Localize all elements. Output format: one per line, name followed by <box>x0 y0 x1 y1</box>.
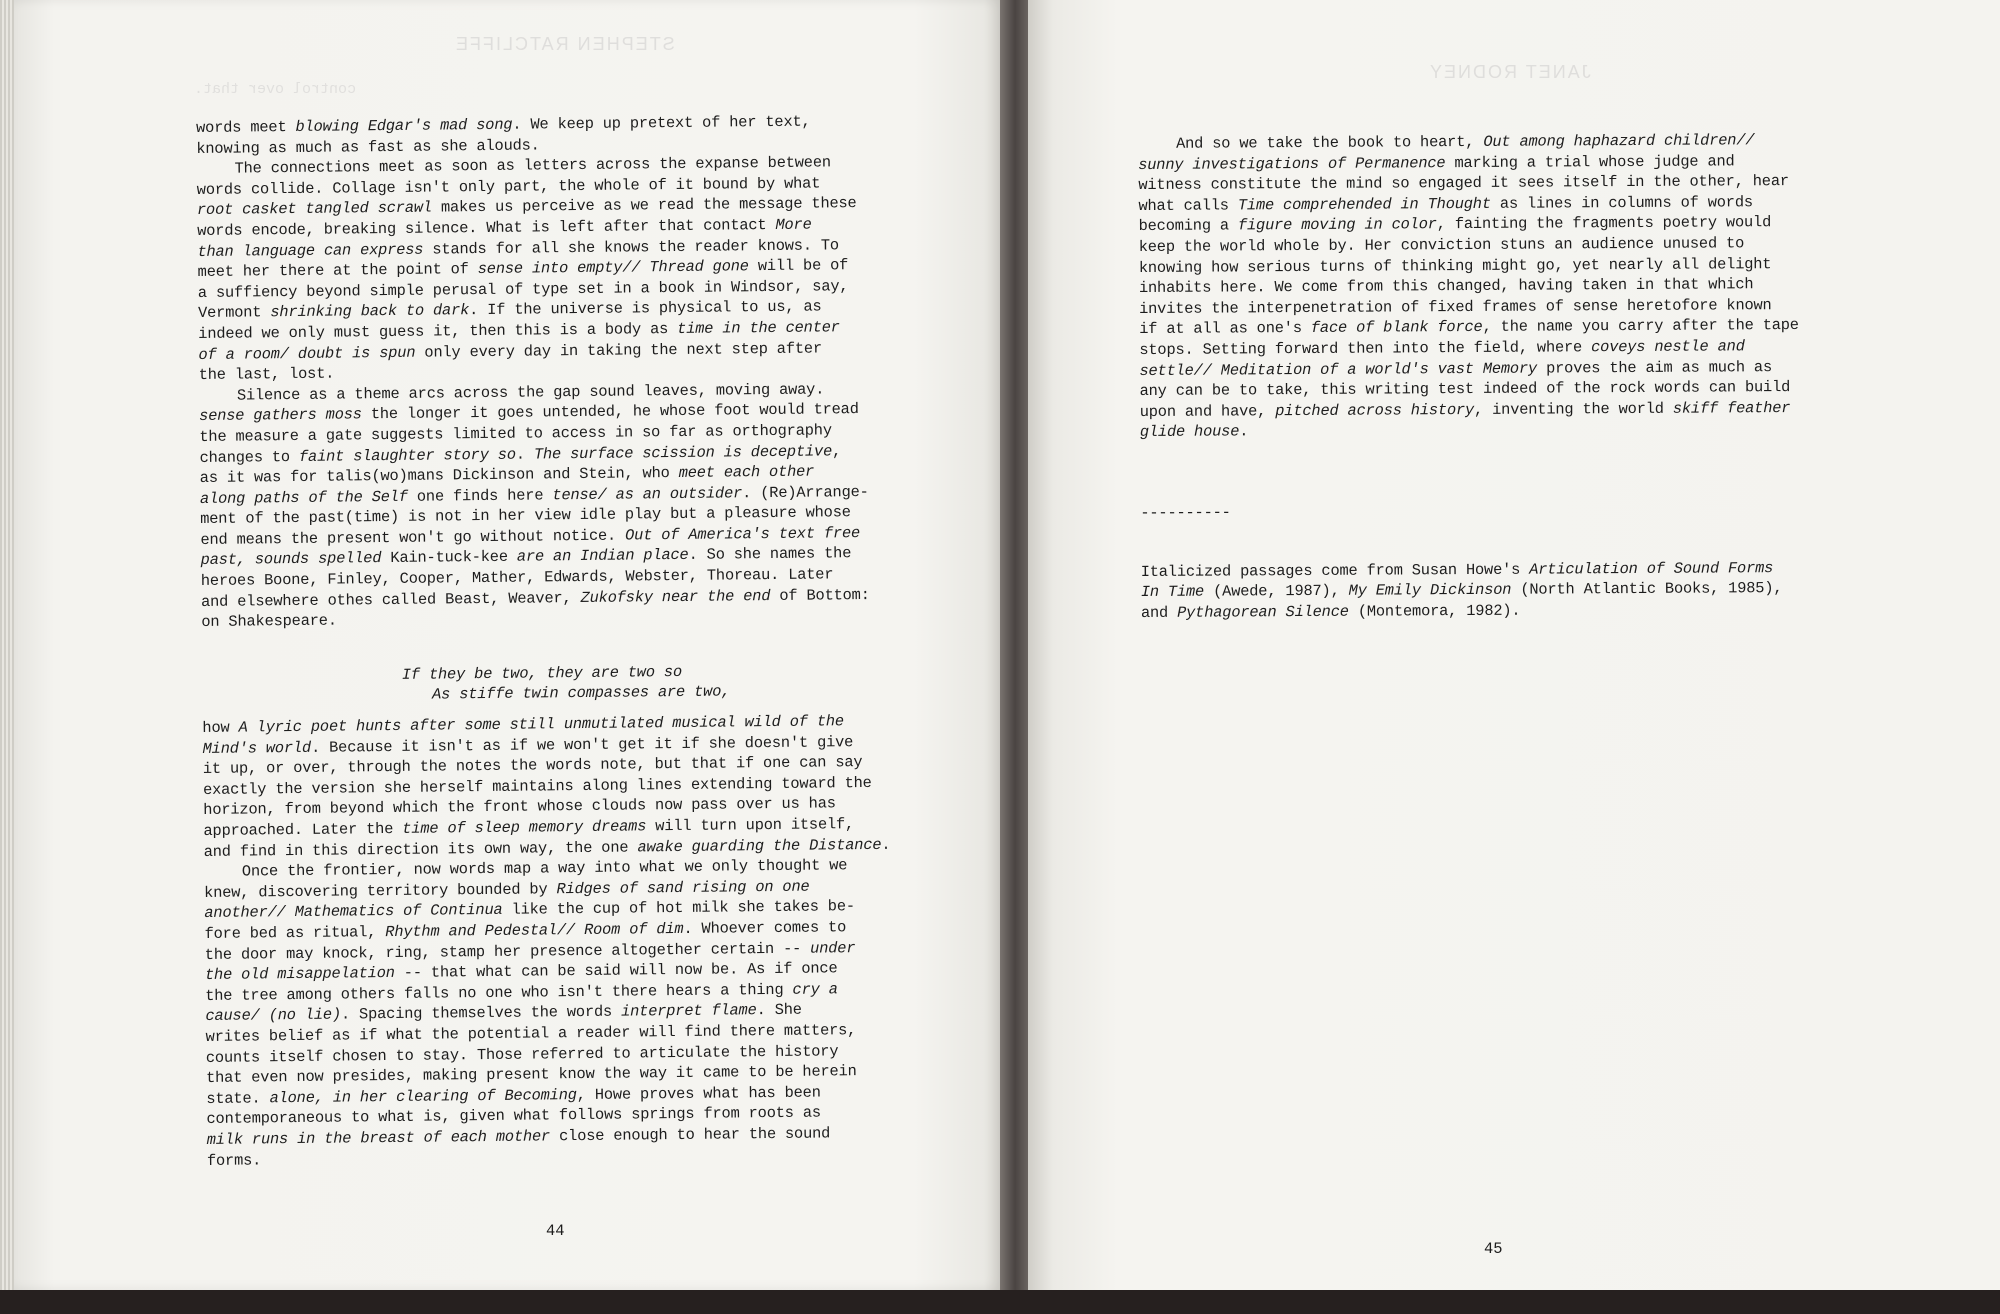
text-line: than language can express stands for all she knows the reader knows. To <box>197 235 840 261</box>
text-line: on Shakespeare. <box>201 611 337 632</box>
text-line: invites the interpenetration of fixed frames of sense heretofore known <box>1139 295 1772 318</box>
text-line: glide house. <box>1139 422 1249 442</box>
note-line: and Pythagorean Silence (Montemora, 1982). <box>1140 601 1521 622</box>
text-line: sense gathers moss the longer it goes untended, he whose foot would tread <box>199 400 859 426</box>
left-page-text <box>196 111 894 1171</box>
left-page: STEPHEN RATCLIFFE control over that. <box>14 0 1004 1290</box>
right-page: JANET RODNEY <box>1028 0 2000 1290</box>
text-line: along paths of the Self one finds here tense/ as an outsider. (Re)Arrange- <box>199 482 869 508</box>
text-line: fore bed as ritual, Rhythm and Pedestal// Room of dim. Whoever comes to <box>204 918 847 943</box>
text-line: Once the frontier, now words map a way into what we only thought we <box>241 856 848 881</box>
note-line: In Time (Awede, 1987), My Emily Dickinson (North Atlantic Books, 1985), <box>1140 579 1783 602</box>
text-line: as it was for talis(wo)mans Dickinson and Stein, who meet each other <box>199 462 815 488</box>
text-line: indeed we only must guess it, then this is a body as time in the center <box>198 318 840 343</box>
text-line: it up, or over, through the notes the words note, but that if one can say <box>202 753 863 779</box>
separator-line: ---------- <box>1140 503 1231 522</box>
text-line: counts itself chosen to stay. Those referred to articulate the history <box>205 1041 839 1067</box>
text-line: contemporaneous to what is, given what follows springs from roots as <box>206 1103 821 1129</box>
text-line: horizon, from beyond which the front whose clouds now pass over us has <box>203 794 836 820</box>
right-body <box>1138 130 1800 443</box>
text-line: what calls Time comprehended in Thought as lines in columns of words <box>1138 193 1753 215</box>
text-line: the last, lost. <box>198 364 335 385</box>
note-line: Italicized passages come from Susan Howe's Articulation of Sound Forms <box>1140 558 1774 581</box>
left-body <box>196 111 888 633</box>
text-line: approached. Later the time of sleep memory dreams will turn upon itself, <box>203 815 855 840</box>
text-line: stops. Setting forward then into the field, where coveys nestle and <box>1139 337 1745 359</box>
text-line: Silence as a theme arcs across the gap sound leaves, moving away. <box>236 380 825 405</box>
text-line: words collide. Collage isn't only part, the whole of it bound by what <box>196 174 821 199</box>
text-line: words encode, breaking silence. What is left after that contact More <box>197 215 812 240</box>
text-line: keep the world whole by. Her conviction stuns an audience unused to <box>1138 234 1745 256</box>
text-line: end means the present won't go without notice. Out of America's text free <box>200 523 861 549</box>
text-line: state. alone, in her clearing of Becoming, Howe proves what has been <box>206 1083 821 1108</box>
gutter <box>1000 0 1030 1314</box>
text-line: another// Mathematics of Continua like the cup of hot milk she takes be- <box>204 897 855 923</box>
text-line: the tree among others falls no one who isn't there hears a thing cry a <box>205 980 838 1005</box>
text-line: any can be to take, this writing test indeed of the rock words can build <box>1139 378 1791 401</box>
text-line: knew, discovering territory bounded by Ridges of sand rising on one <box>204 877 810 902</box>
text-line: inhabits here. We come from this changed, having taken in that which <box>1138 275 1754 298</box>
text-line: knowing how serious turns of thinking might go, yet nearly all delight <box>1138 254 1772 277</box>
table-edge <box>0 1290 2000 1314</box>
text-line: changes to faint slaughter story so. The surface scission is deceptive, <box>199 441 842 467</box>
text-line: forms. <box>206 1150 262 1170</box>
left-body-continued <box>202 711 893 1171</box>
text-line: Vermont shrinking back to dark. If the universe is physical to us, as <box>197 297 822 323</box>
text-line: milk runs in the breast of each mother close enough to hear the sound <box>206 1124 831 1149</box>
text-line: root casket tangled scrawl makes us perceive as we read the message these <box>196 194 857 220</box>
text-line: knowing as much as fast as she alouds. <box>196 135 540 158</box>
verse-quote <box>202 660 889 708</box>
text-line: The connections meet as soon as letters across the expanse between <box>234 153 831 178</box>
text-line: cause/ (no lie). Spacing themselves the words interpret flame. She <box>205 1001 802 1026</box>
page-number-right: 45 <box>1484 1240 1503 1258</box>
text-line: the measure a gate suggests limited to access in so far as orthography <box>199 421 832 446</box>
quote-line: As stiffe twin compasses are two, <box>431 682 731 704</box>
text-line: ment of the past(time) is not in her view idle play but a pleasure whose <box>200 503 851 529</box>
text-line: if at all as one's face of blank force, the name you carry after the tape <box>1139 316 1799 339</box>
text-line: And so we take the book to heart, Out among haphazard children// <box>1176 131 1755 153</box>
text-line: and find in this direction its own way, the one awake guarding the Distance. <box>203 835 891 861</box>
text-line: of a room/ doubt is spun only every day in taking the next step after <box>198 338 823 364</box>
text-line: becoming a figure moving in color, fainting the fragments poetry would <box>1138 213 1772 236</box>
text-line: upon and have, pitched across history, inventing the world skiff feather <box>1139 398 1791 421</box>
text-line: and elsewhere othes called Beast, Weaver, Zukofsky near the end of Bottom: <box>200 585 870 611</box>
text-line: settle// Meditation of a world's vast Memory proves the aim as much as <box>1139 357 1773 380</box>
text-line: the door may knock, ring, stamp her presence altogether certain -- under <box>204 938 856 964</box>
text-line: words meet blowing Edgar's mad song. We keep up pretext of her text, <box>196 112 811 137</box>
text-line: witness constitute the mind so engaged it sees itself in the other, hear <box>1138 172 1789 195</box>
text-line: Mind's world. Because it isn't as if we won't get it if she doesn't give <box>202 732 854 758</box>
source-note <box>1141 557 1801 623</box>
right-page-text <box>1138 130 1801 623</box>
text-line: meet her there at the point of sense into empty// Thread gone will be of <box>197 256 849 282</box>
text-line: the old misappelation -- that what can be said will now be. As if once <box>204 959 838 985</box>
text-line: a suffiency beyond simple perusal of type set in a book in Windsor, say, <box>197 276 849 302</box>
text-line: that even now presides, making present know the way it came to be herein <box>205 1062 857 1088</box>
quote-line: If they be two, they are two so <box>401 662 683 684</box>
text-line: sunny investigations of Permanence marking a trial whose judge and <box>1138 151 1735 174</box>
page-number-left: 44 <box>546 1222 565 1240</box>
text-line: past, sounds spelled Kain-tuck-kee are an Indian place. So she names the <box>200 544 852 570</box>
text-line: writes belief as if what the potential a reader will find there matters, <box>205 1021 857 1046</box>
text-line: how A lyric poet hunts after some still unmutilated musical wild of the <box>202 712 845 737</box>
text-line: exactly the version she herself maintains along lines extending toward the <box>202 773 872 799</box>
text-line: heroes Boone, Finley, Cooper, Mather, Edwards, Webster, Thoreau. Later <box>200 565 834 591</box>
